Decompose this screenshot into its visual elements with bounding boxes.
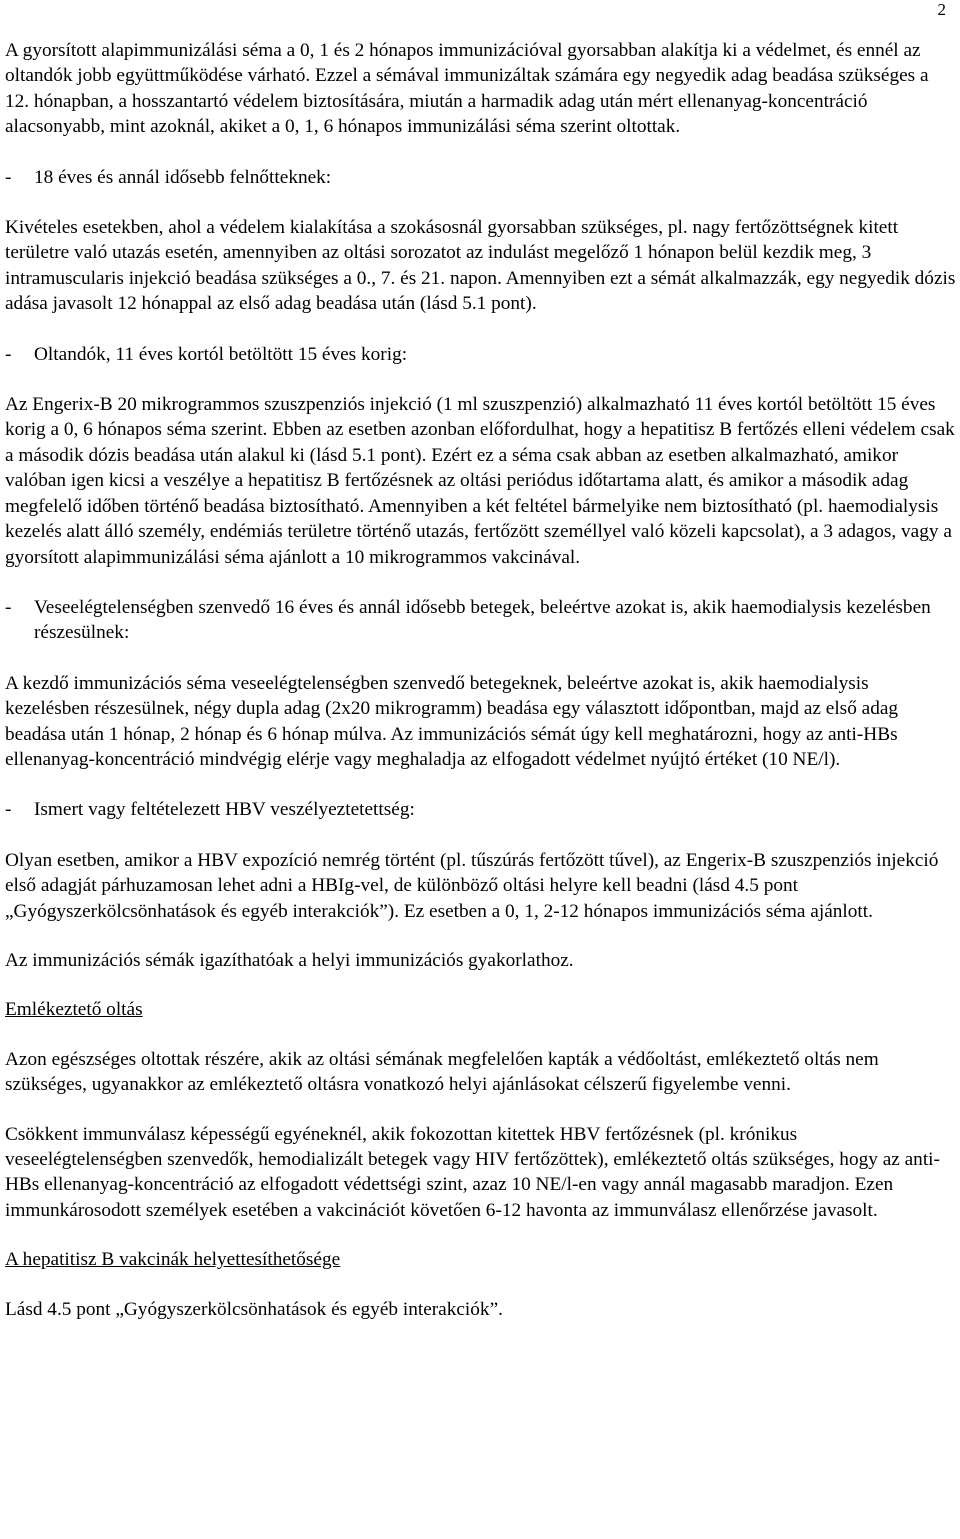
paragraph-healthy-booster: Azon egészséges oltottak részére, akik az oltási sémának megfelelően kapták a védőoltást, emlékeztető oltás nem szükséges, ugyanakkor az emlékeztető oltásra vonatkozó helyi ajánlásokat célszerű figyelembe venni. bbox=[5, 1048, 879, 1096]
paragraph-initial-schedule: A kezdő immunizációs séma veseelégtelenségben szenvedő betegeknek, beleértve azokat is, akik haemodialysis kezelésben részesülnek, négy dupla adag (2x20 mikrogramm) beadása egy választott időpontban, majd az első adag beadása után 1 hónap, 2 hónap és 6 hónap múlva. Az immunizációs sémát úgy kell meghatározni, hogy az anti-HBs ellenanyag-koncentráció mindvégig elérje vagy meghaladja az elfogadott védelmet nyújtó értéket (10 NE/l). bbox=[5, 672, 899, 770]
heading-booster-dose: Emlékeztető oltás bbox=[5, 999, 143, 1021]
list-item-label: Oltandók, 11 éves kortól betöltött 15 éves korig: bbox=[34, 343, 408, 365]
paragraph-recent-exposure: Olyan esetben, amikor a HBV expozíció nemrég történt (pl. tűszúrás fertőzött tűvel), az Engerix-B szuszpenziós injekció első adagját párhuzamosan lehet adni a HBIg-vel, de különböző oltási helyre kell beadni (lásd 4.5 pont „Gyógyszerkölcsönhatások és egyéb interakciók”). Ez esetben a 0, 1, 2-12 hónapos immunizációs séma ajánlott. bbox=[5, 849, 939, 922]
list-dash: - bbox=[5, 799, 12, 821]
list-item-label: Veseelégtelenségben szenvedő 16 éves és annál idősebb betegek, beleértve azokat is, akik haemodialysis kezelésben részesülnek: bbox=[34, 596, 931, 644]
list-dash: - bbox=[5, 343, 12, 365]
document-body bbox=[5, 38, 957, 1322]
page-number: 2 bbox=[937, 0, 946, 19]
list-dash: - bbox=[5, 596, 12, 618]
list-item-label: Ismert vagy feltételezett HBV veszélyeztetettség: bbox=[34, 799, 415, 821]
list-item-label: 18 éves és annál idősebb felnőtteknek: bbox=[34, 166, 332, 188]
list-item-hbv-exposure bbox=[5, 797, 957, 822]
paragraph-accelerated-schedule: A gyorsított alapimmunizálási séma a 0, 1 és 2 hónapos immunizációval gyorsabban alakítja ki a védelmet, és ennél az oltandók jobb együttműködése várható. Ezzel a sémával immunizáltak számára egy negyedik adag beadása szükséges a 12. hónapban, a hosszantartó védelem biztosítására, miután a harmadik adag után mért ellenanyag-koncentráció alacsonyabb, mint azoknál, akiket a 0, 1, 6 hónapos immunizálási séma szerint oltottak. bbox=[5, 40, 929, 138]
paragraph-exceptional-cases: Kivételes esetekben, ahol a védelem kialakítása a szokásosnál gyorsabban szükséges, pl. nagy fertőzöttségnek kitett területre való utazás esetén, amennyiben az oltási sorozatot az indulást megelőző 1 hónapon belül kezdik meg, 3 intramuscularis injekció beadása szükséges a 0., 7. és 21. napon. Amennyiben ezt a sémát alkalmazzák, egy negyedik dózis adása javasolt 12 hónappal az első adag beadása után (lásd 5.1 pont). bbox=[5, 217, 956, 315]
paragraph-local-practice: Az immunizációs sémák igazíthatóak a helyi immunizációs gyakorlathoz. bbox=[5, 949, 574, 971]
list-item-adolescents bbox=[5, 342, 957, 367]
paragraph-engerix-20: Az Engerix-B 20 mikrogrammos szuszpenziós injekció (1 ml szuszpenzió) alkalmazható 11 éves kortól betöltött 15 éves korig a 0, 6 hónapos séma szerint. Ebben az esetben azonban előfordulhat, hogy a hepatitisz B fertőzés elleni védelem csak a második dózis beadása után alakul ki (lásd 5.1 pont). Ezért ez a séma csak abban az esetben alkalmazható, amikor valóban igen kicsi a veszélye a hepatitisz B fertőzésnek az oltási periódus időtartama alatt, és amikor a második adag megfelelő időben történő beadása biztosítható. Amennyiben a két feltétel bármelyike nem biztosítható (pl. haemodialysis kezelés alatt álló személy, endémiás területre történő utazás, fertőzött személlyel való közeli kapcsolat), a 3 adagos, vagy a gyorsított alapimmunizálási séma ajánlott a 10 mikrogrammos vakcinával. bbox=[5, 394, 955, 568]
list-dash: - bbox=[5, 166, 12, 188]
list-item-renal-insufficiency bbox=[5, 595, 957, 646]
paragraph-see-section: Lásd 4.5 pont „Gyógyszerkölcsönhatások és egyéb interakciók”. bbox=[5, 1298, 503, 1320]
paragraph-immunocompromised: Csökkent immunválasz képességű egyéneknél, akik fokozottan kitettek HBV fertőzésnek (pl. krónikus veseelégtelenségben szenvedők, hemodializált betegek vagy HIV fertőzöttek), emlékeztető oltás szükséges, hogy az anti-HBs ellenanyag-koncentráció az elfogadott védettségi szint, azaz 10 NE/l-en vagy annál magasabb maradjon. Ezen immunkárosodott személyek esetében a vakcinációt követően 6-12 havonta az immunválasz ellenőrzése javasolt. bbox=[5, 1123, 940, 1221]
list-item-adults bbox=[5, 165, 957, 190]
heading-vaccine-interchangeability: A hepatitisz B vakcinák helyettesíthetősége bbox=[5, 1249, 341, 1271]
